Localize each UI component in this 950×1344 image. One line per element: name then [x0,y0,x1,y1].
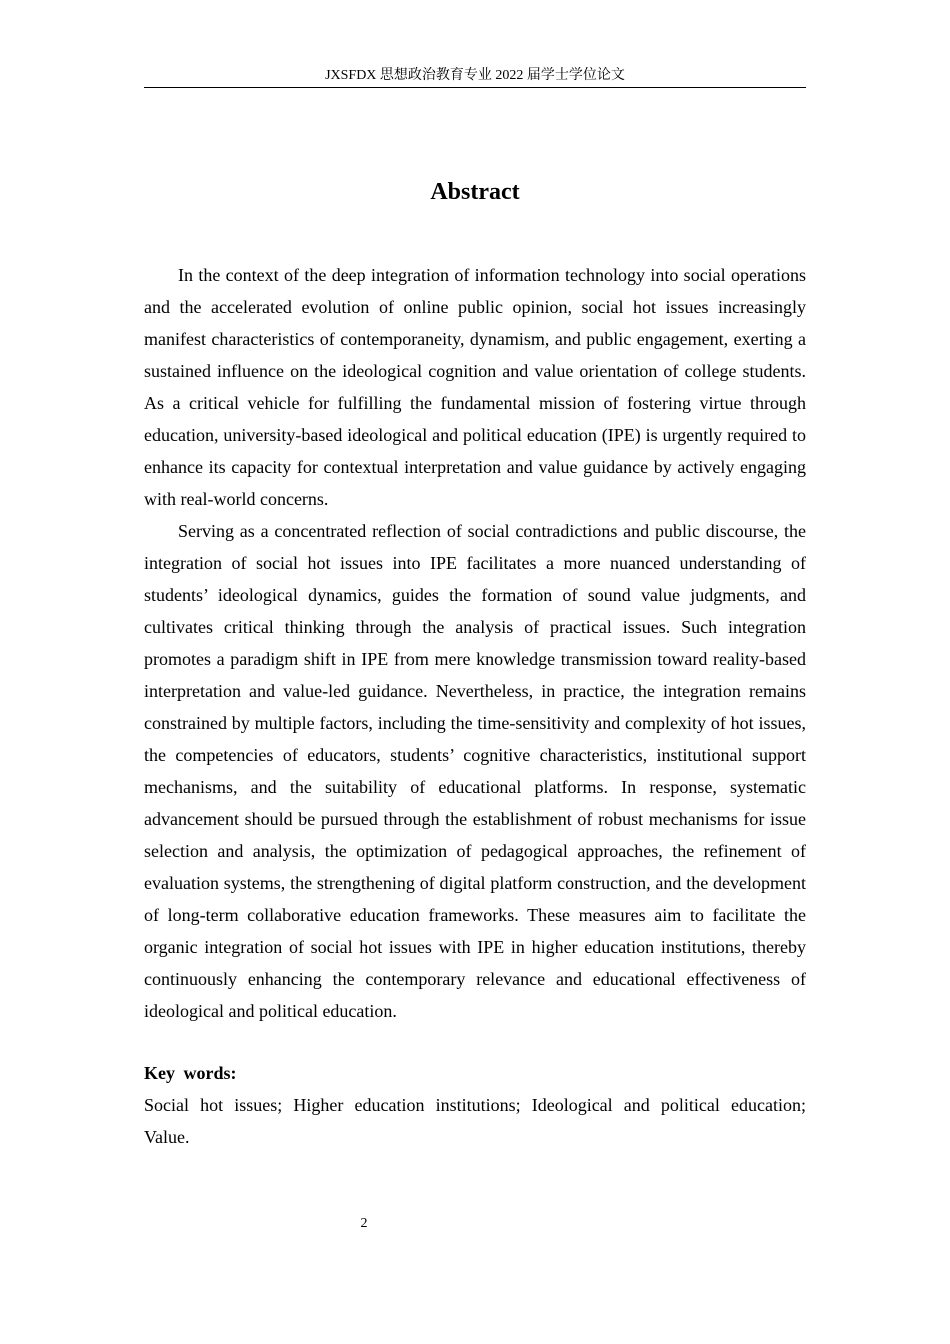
keywords-section [144,1057,806,1153]
abstract-paragraph-2: Serving as a concentrated reflection of social contradictions and public discourse, the integration of social hot issues into IPE facilitates a more nuanced understanding of students’ ideological dynamics, guides the formation of sound value judgments, and cultivates critical thinking through the analysis of practical issues. Such integration promotes a paradigm shift in IPE from mere knowledge transmission toward reality-based interpretation and value-led guidance. Nevertheless, in practice, the integration remains constrained by multiple factors, including the time-sensitivity and complexity of hot issues, the competencies of educators, students’ cognitive characteristics, institutional support mechanisms, and the suitability of educational platforms. In response, systematic advancement should be pursued through the establishment of robust mechanisms for issue selection and analysis, the optimization of pedagogical approaches, the refinement of evaluation systems, the strengthening of digital platform construction, and the development of long-term collaborative education frameworks. These measures aim to facilitate the organic integration of social hot issues with IPE in higher education institutions, thereby continuously enhancing the contemporary relevance and educational effectiveness of ideological and political education. [144,521,806,1021]
running-header: JXSFDX 思想政治教育专业 2022 届学士学位论文 [325,68,625,83]
header-rule [144,87,806,88]
abstract-body [144,259,806,1027]
page-number: 2 [360,1216,368,1231]
abstract-paragraph-1: In the context of the deep integration of information technology into social operations and the accelerated evolution of online public opinion, social hot issues increasingly manifest characteristics of contemporaneity, dynamism, and public engagement, exerting a sustained influence on the ideological cognition and value orientation of college students. As a critical vehicle for fulfilling the fundamental mission of fostering virtue through education, university-based ideological and political education (IPE) is urgently required to enhance its capacity for contextual interpretation and value guidance by actively engaging with real-world concerns. [144,265,806,509]
abstract-title: Abstract [430,179,520,205]
keywords-text: Social hot issues; Higher education institutions; Ideological and political education; Value. [144,1095,806,1147]
keywords-label: Key words: [144,1063,237,1083]
